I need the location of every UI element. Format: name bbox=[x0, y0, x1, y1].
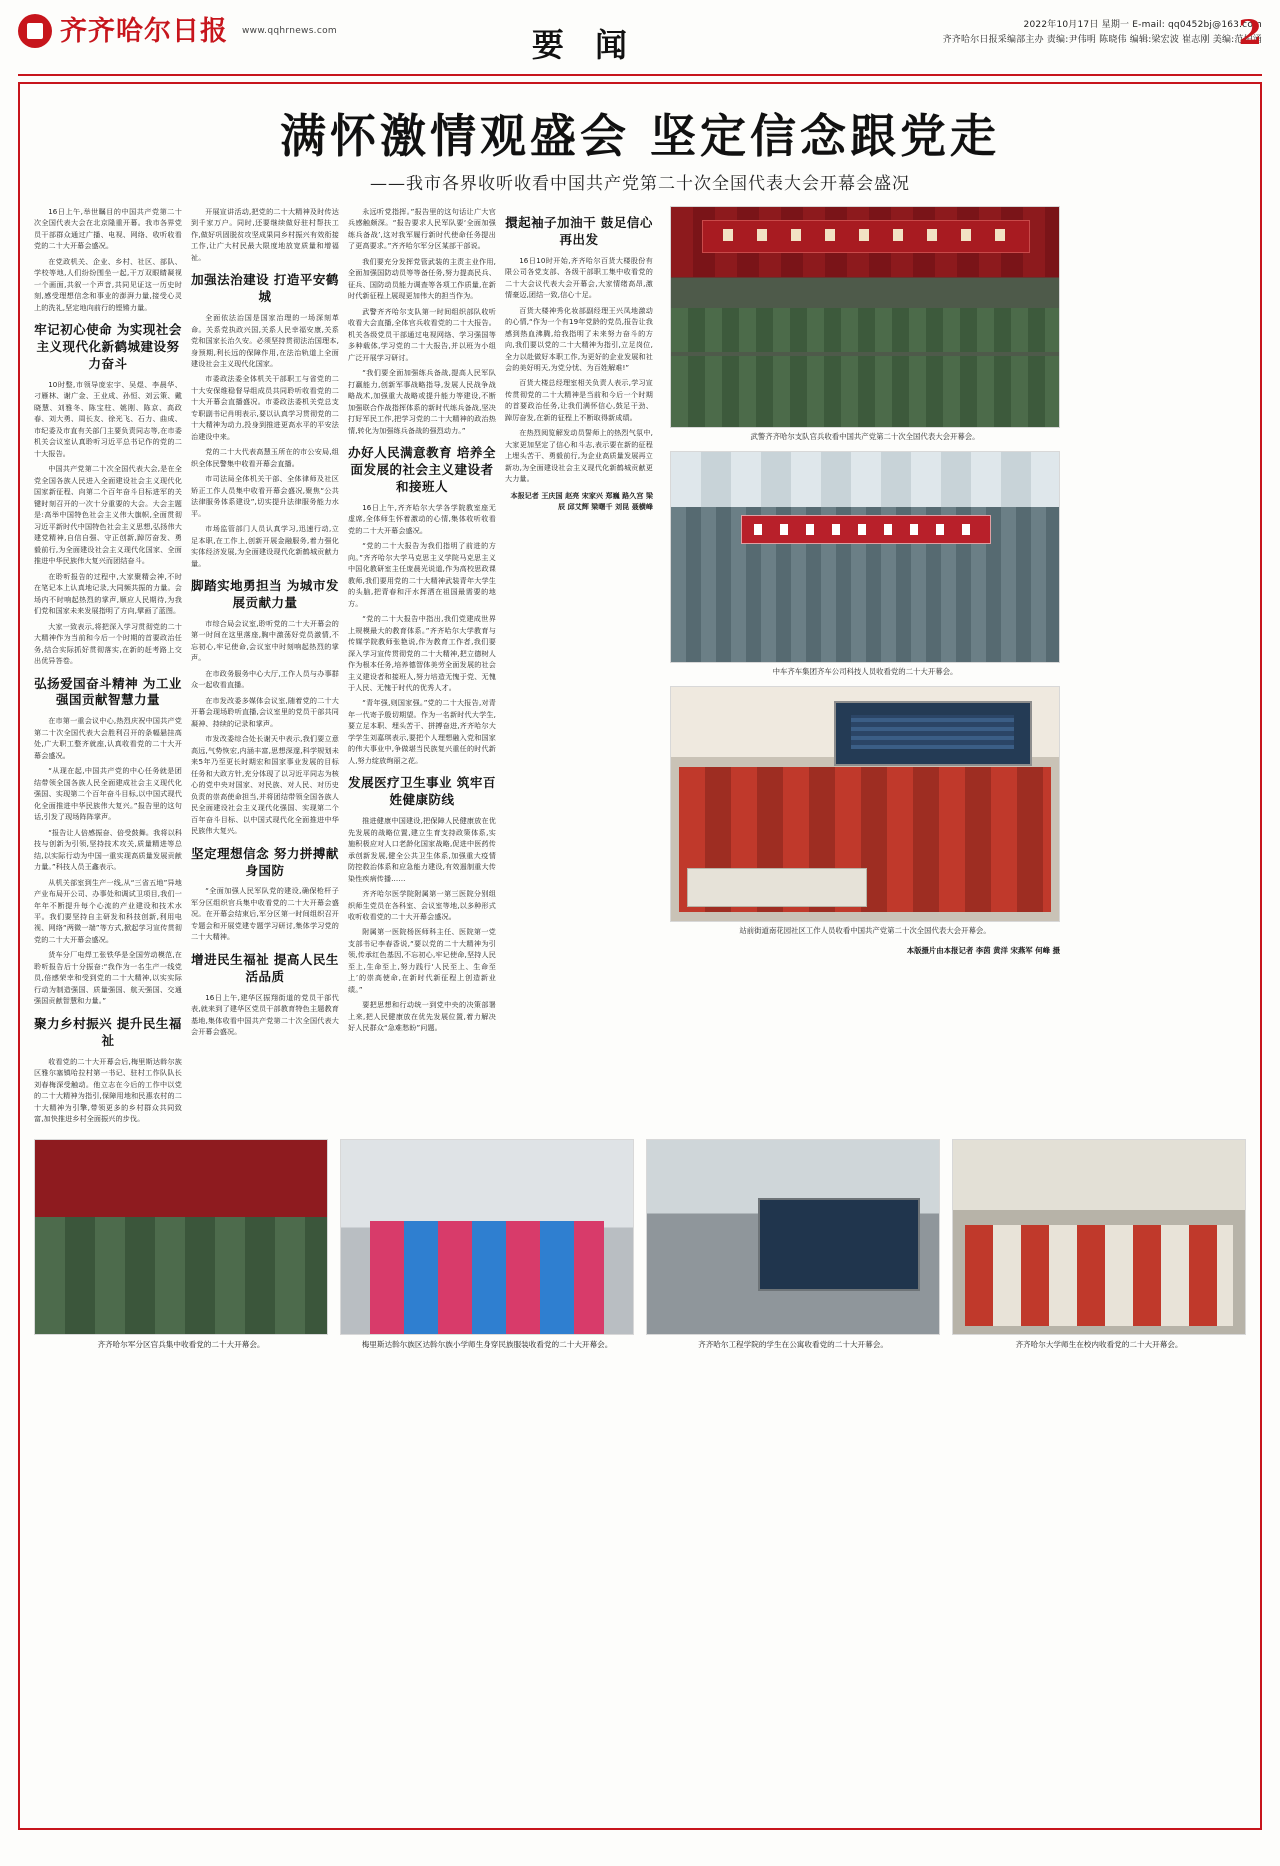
paragraph: 大家一致表示,将把深入学习贯彻党的二十大精神作为当前和今后一个时期的首要政治任务,结合实际抓好贯彻落实,在新的赶考路上交出优异答卷。 bbox=[34, 621, 182, 666]
seated-row bbox=[671, 356, 1059, 400]
paragraph: 市综合局会议室,聆听党的二十大开幕会的第一时间在这里落座,胸中激荡好党员激情,不忘初心,牢记使命,会议室中时刻响起热烈的掌声。 bbox=[191, 618, 339, 663]
paper-name: 齐齐哈尔日报 bbox=[60, 15, 228, 47]
paragraph: 在市第一重会议中心,热烈庆祝中国共产党第二十次全国代表大会胜利召开的条幅悬挂高处,广大职工整齐就座,认真收看党的二十大开幕会盛况。 bbox=[34, 716, 182, 760]
paragraph: “我们要全面加强练兵备战,提高人民军队打赢能力,创新军事战略指导,发展人民战争战略战术,加强重大战略或提升能力等建设,不断加强联合作战指挥体系的新时代练兵备战,坚决打好军民工作,把学习党的二十大精神的政治热情,转化为加强练兵备战的强烈动力。” bbox=[348, 368, 496, 435]
section-heading: 脚踏实地勇担当 为城市发展贡献力量 bbox=[191, 578, 339, 611]
page-title: 满怀激情观盛会 坚定信念跟党走 bbox=[279, 109, 1000, 163]
paragraph: 在党政机关、企业、乡村、社区、部队、学校等地,人们纷纷围坐一起,干万双眼睛凝视一个画面,共叙一个声音,共同见证这一历史时刻,感受理想信念和事业的澎湃力量,接受心灵上的洗礼,坚定地向前行的铿锵力量。 bbox=[34, 256, 182, 312]
section-heading: 加强法治建设 打造平安鹤城 bbox=[191, 272, 339, 305]
bottom-photo-strip bbox=[34, 1139, 1246, 1350]
paragraph: 永远听党指挥。”报告里的这句话让广大官兵感触颇深。“报告要求人民军队要‘全面加强练兵备战’,这对我军履行新时代使命任务提出了更高要求。”齐齐哈尔军分区某部干部说。 bbox=[348, 206, 496, 251]
photo-armed-police bbox=[670, 206, 1060, 428]
photo-credit: 本版摄片由本报记者 李茵 黄洋 宋燕军 何峰 摄 bbox=[906, 946, 1060, 956]
paragraph: 市发改委综合处长谢天中表示,我们要立意高远,气势恢宏,内涵丰富,思想深邃,科学规划未来5年乃至更长时期宏和国家事业发展的目标任务和大政方针,充分体现了以习近平同志为核心的党中央对国家、对民族、对人民、对历史负责的崇高使命担当,并将团结带领全国各族人民全面建设社会主义现代化强国、实现第二个百年奋斗目标、以中国式现代化全面推进中华民族伟大复兴。 bbox=[191, 734, 339, 836]
paragraph: 16日上午,举世瞩目的中国共产党第二十次全国代表大会在北京隆重开幕。我市各界党员干部群众通过广播、电视、网络、收听收看党的二十大开幕会盛况。 bbox=[34, 206, 182, 251]
page-number: 2 bbox=[1238, 13, 1262, 53]
section-heading: 聚力乡村振兴 提升民生福祉 bbox=[34, 1015, 182, 1048]
ceiling-decor bbox=[671, 452, 1059, 507]
paper-logo-icon bbox=[18, 14, 52, 48]
paragraph: 市委政法委全体机关干部职工与省党的二十大安保维稳督导组成员共同聆听收看党的二十大开幕会直播盛况。市委政法委机关党总支专职副书记肖明表示,要以认真学习贯彻党的二十大精神为动力,投身到推进更高水平的平安法治建设中来。 bbox=[191, 374, 339, 441]
article-credit: 本报记者 王庆国 赵亮 宋家兴 郑巍 路久宫 梁辰 邱艾辉 梁曙千 刘昆 聂横峰 bbox=[510, 490, 653, 512]
paragraph: 党的二十大代表高慧玉所在的市公安局,组织全体民警集中收看开幕会直播。 bbox=[191, 447, 339, 468]
photo-caption: 齐齐哈尔大学师生在校内收看党的二十大开幕会。 bbox=[1015, 1339, 1183, 1349]
paragraph: 从机关部室到生产一线,从“三省五地”异地产业布局开公司、办事处和调试卫项目,我们一年年不断提升每个心流的产业建设和技术水平。我们要坚持自主研发和科技创新,利用电视、网络“两微一端”等方式,掀起学习宣传贯彻党的二十大开幕会盛况。 bbox=[34, 877, 182, 944]
banner-decor bbox=[702, 220, 1030, 253]
seated-row bbox=[671, 396, 1059, 427]
paragraph: “全面加强人民军队党的建设,确保枪杆子军分区组织官兵集中收看党的二十大开幕会盛况。在开幕会结束后,军分区第一时间组织召开专题会和开展党建专题学习研讨,集体学习党的二十大精神。 bbox=[191, 886, 339, 942]
paragraph: 10时整,市领导庞宏宇、吴煜、李晨华、刁雁林、谢广金、王业成、孙恒、刘云策、戴晓慧、刘雅冬、陈宝柱、姚刚、陈京、高政春、刘大勇、周长友、徐光飞、石力、曲成、市纪委及市直有关部门主要负责同志等,在市委机关会议室认真聆听习近平总书记作的党的二十大报告。 bbox=[34, 379, 182, 458]
bottom-photo-cell bbox=[952, 1139, 1246, 1350]
desk-decor bbox=[687, 868, 867, 907]
photo-column bbox=[670, 206, 1060, 964]
seated-row bbox=[671, 308, 1059, 352]
photo-railway-company bbox=[670, 451, 1060, 663]
photo-caption: 梅里斯达斡尔族区达斡尔族小学师生身穿民族服装收看党的二十大开幕会。 bbox=[361, 1339, 613, 1349]
article-body bbox=[34, 206, 1246, 1129]
paragraph: 武警齐齐哈尔支队第一时间组织部队收听收看大会直播,全体官兵收看党的二十大报告。机关各级党员干部通过电视网络、学习强国等多种载体,学习党的二十大报告,并以班为小组广泛开展学习研讨。 bbox=[348, 306, 496, 362]
paragraph: 全面依法治国是国家治理的一场深刻革命。关系党执政兴国,关系人民幸福安康,关系党和国家长治久安。必须坚持贯彻法治国理本,身预期,利长远的保障作用,在法治轨道上全面建设社会主义现代化国家。 bbox=[191, 313, 339, 368]
masthead bbox=[18, 14, 1262, 72]
paragraph: “党的二十大报告为我们指明了前进的方向。”齐齐哈尔大学马克思主义学院马克思主义中国化教研室主任庞晨光说道,作为高校思政课教师,我们要用党的二十大精神武装青年大学生的头脑,把青春和汗水挥洒在祖国最需要的地方。 bbox=[348, 541, 496, 608]
text-column-2 bbox=[191, 206, 339, 1129]
photo-caption: 齐齐哈尔军分区官兵集中收看党的二十大开幕会。 bbox=[97, 1339, 265, 1349]
section-heading: 坚定理想信念 努力拼搏献身国防 bbox=[191, 845, 339, 878]
paragraph: 收看党的二十大开幕会后,梅里斯达斡尔族区雅尔塞镇哈拉村第一书记、驻村工作队队长刘春梅深受触动。他立志在今后的工作中以党的二十大精神为指引,保障用地和民惠农村的二十大精神为引擎,带领更多的乡村群众共同致富,加快推进乡村全面振兴的步伐。 bbox=[34, 1056, 182, 1124]
bottom-photo-cell bbox=[646, 1139, 940, 1350]
paragraph: 在热烈阅览解发动员誓师上的热烈气氛中,大家更加坚定了信心和斗志,表示要在新的征程上埋头苦干、勇毅前行,为企业高质量发展再立新功,为全面建设社会主义现代化新鹤城贡献更大力量。 bbox=[505, 428, 653, 484]
paragraph: 市司法局全体机关干部、全体律师及社区矫正工作人员集中收看开幕会盛况,聚焦“公共法律服务体系建设”,切实提升法律服务能力水平。 bbox=[191, 474, 339, 518]
paper-website[interactable]: www.qqhrnews.com bbox=[242, 26, 337, 36]
page-subtitle: ——我市各界收听收看中国共产党第二十次全国代表大会开幕会盛况 bbox=[370, 173, 910, 194]
paragraph: 附属第一医院杨医师科主任、医院第一党支部书记李春香说,“要以党的二十大精神为引领,传承红色基因,不忘初心,牢记使命,坚持人民至上,生命至上,努力践行‘人民至上、生命至上’的崇高使命,在新时代新征程上创造新业绩。” bbox=[348, 927, 496, 994]
paragraph: 百货大楼神秀化妆部副经理王兴凤地激动的心情,“作为一个有19年党龄的党员,报告让我感到热血沸腾,给我指明了未来努力奋斗的方向,我们要以党的二十大精神为指引,立足岗位,全力以赴做好本职工作,为更好的企业发展和社会的美好明天,为党分忧、为百姓解难!” bbox=[505, 305, 653, 372]
paragraph: 齐齐哈尔医学院附属第一第三医院分别组织师生党员在各科室、会议室等地,以多种形式收听收看党的二十大开幕会盛况。 bbox=[348, 889, 496, 921]
section-heading: 发展医疗卫生事业 筑牢百姓健康防线 bbox=[348, 775, 496, 808]
paragraph: “青年强,则国家强。”党的二十大报告,对青年一代寄予殷切期望。作为一名新时代大学生,要立足本职、埋头苦干、拼搏奋进,齐齐哈尔大学学生刘嘉琪表示,要把个人理想融入党和国家的伟大事业中,争做堪当民族复兴重任的时代新人,努力绽放绚丽之花。 bbox=[348, 698, 496, 765]
text-column-3 bbox=[348, 206, 496, 1129]
paragraph: 我们要充分发挥党管武装的主责主业作用,全面加强国防动员等等备任务,努力提高民兵、征兵、国防动员能力调查等各项工作质量,在新时代新征程上展现更加伟大的担当作为。 bbox=[348, 256, 496, 301]
photo-caption: 武警齐齐哈尔支队官兵收看中国共产党第二十次全国代表大会开幕会。 bbox=[750, 431, 980, 441]
paragraph: 开展宣讲活动,把党的二十大精神及时传达到千家万户。同时,还要继续做好驻村帮扶工作,做好巩固脱贫攻坚成果同乡村振兴有效衔接工作,让广大村民最大限度地放宽质量和增福祉。 bbox=[191, 206, 339, 262]
paragraph: 16日10时开始,齐齐哈尔百货大楼股份有限公司各党支部、各级干部职工集中收看党的二十大会议代表大会开幕会,大家情绪高昂,激情豪迈,团结一致,信心十足。 bbox=[505, 255, 653, 300]
paragraph: “党的二十大报告中指出,我们党建成世界上规模最大的教育体系。”齐齐哈尔大学教育与传媒学院教师张艳说,作为教育工作者,我们要深入学习宣传贯彻党的二十大精神,把立德树人作为根本任务,培养德智体美劳全面发展的社会主义建设者和接班人,努力培造无愧于党、无愧于人民、无愧于时代的优秀人才。 bbox=[348, 614, 496, 692]
text-columns bbox=[34, 206, 660, 1129]
masthead-info bbox=[832, 13, 1262, 53]
bottom-photo-cell bbox=[34, 1139, 328, 1350]
section-heading: 增进民生福祉 提高人民生活品质 bbox=[191, 951, 339, 984]
paragraph: 市场监管部门人员认真学习,迅速行动,立足本职,在工作上,创新开展金融服务,着力强化实体经济发展,为全面建设现代化新鹤城贡献力量。 bbox=[191, 524, 339, 568]
photo-caption: 中车齐车集团齐车公司科技人员收看党的二十大开幕会。 bbox=[772, 667, 958, 676]
text-column-1 bbox=[34, 206, 182, 1129]
photo-engineering-dorm bbox=[646, 1139, 940, 1335]
paragraph: 在市政务服务中心大厅,工作人员与办事群众一起收看直播。 bbox=[191, 668, 339, 690]
paragraph: 16日上午,建华区振翔街道的党员干部代表,就来到了建华区党员干部教育特色主题教育基地,集体收看中国共产党第二十次全国代表大会开幕会盛况。 bbox=[191, 992, 339, 1037]
photo-university-campus bbox=[952, 1139, 1246, 1335]
section-heading: 擐起袖子加油干 鼓足信心再出发 bbox=[505, 214, 653, 247]
paragraph: 百货大楼总经理室相关负责人表示,学习宣传贯彻党的二十大精神是当前和今后一个时期的首要政治任务,让我们满怀信心,鼓足干劲、踔厉奋发,在新的征程上不断取得新成绩。 bbox=[505, 378, 653, 422]
photo-daur-students bbox=[340, 1139, 634, 1335]
paragraph: “报告让人倍感振奋、倍受鼓舞。我将以科技与创新为引领,坚持技术攻关,质量精进等总结,以实际行动为中国一重实现高质量发展贡献力量。”科技人员王鑫表示。 bbox=[34, 827, 182, 872]
editor-credits-line: 齐齐哈尔日报采编部主办 责编:尹伟明 陈晓伟 编辑:梁宏波 崔志刚 美编:范柏涌 bbox=[942, 35, 1262, 46]
photo-garrison-officers bbox=[34, 1139, 328, 1335]
photo-caption: 站前街道南花园社区工作人员收看中国共产党第二十次全国代表大会开幕会。 bbox=[739, 926, 991, 936]
photo-community bbox=[670, 686, 1060, 922]
issue-info-line: 2022年10月17日 星期一 E-mail: qq0452bj@163.com bbox=[1023, 20, 1262, 30]
paragraph: 在聆听报告的过程中,大家聚精会神,不时在笔记本上认真地记录,大同频共振的力量。会场内不时响起热烈的掌声,顺应人民期待,为我们党和国家未来发展指明了方向,擘画了蓝图。 bbox=[34, 571, 182, 616]
paragraph: 货车分厂电焊工张铁华是全国劳动模范,在聆听报告后十分振奋:“我作为一名生产一线党员,倍感荣幸和受到党的二十大精神,以实实际行动为制造强国、质量强国、航天强国、交通强国贡献智慧和力量。” bbox=[34, 950, 182, 1006]
paragraph: “从现在起,中国共产党的中心任务就是团结带领全国各族人民全面建成社会主义现代化强国、实现第二个百年奋斗目标,以中国式现代化全面推进中华民族伟大复兴。”报告里的这句话,引发了现场阵阵掌声。 bbox=[34, 766, 182, 822]
section-heading: 牢记初心使命 为实现社会主义现代化新鹤城建设努力奋斗 bbox=[34, 322, 182, 371]
paragraph: 推进健康中国建设,把保障人民健康放在优先发展的战略位置,建立生育支持政策体系,实施积极应对人口老龄化国家战略,促进中医药传承创新发展,健全公共卫生体系,加强重大疫情防控救治体系和应急能力建设,有效遏制重大传染性疾病传播…… bbox=[348, 816, 496, 883]
section-heading: 办好人民满意教育 培养全面发展的社会主义建设者和接班人 bbox=[348, 445, 496, 494]
paragraph: 16日上午,齐齐哈尔大学各学院教室座无虚席,全体师生怀着激动的心情,集体收听收看党的二十大开幕会盛况。 bbox=[348, 502, 496, 535]
section-title: 要 闻 bbox=[531, 26, 638, 64]
photo-caption: 齐齐哈尔工程学院的学生在公寓收看党的二十大开幕会。 bbox=[698, 1339, 888, 1349]
article-frame bbox=[18, 82, 1262, 1830]
section-heading: 弘扬爱国奋斗精神 为工业强国贡献智慧力量 bbox=[34, 675, 182, 708]
paragraph: 要把思想和行动统一到党中央的决策部署上来,把人民健康放在优先发展位置,着力解决好人民群众“急难愁盼”问题。 bbox=[348, 1000, 496, 1033]
tv-screen-decor bbox=[834, 701, 1032, 766]
bottom-photo-cell bbox=[340, 1139, 634, 1350]
paragraph: 中国共产党第二十次全国代表大会,是在全党全国各族人民进入全面建设社会主义现代化国家新征程、向第二个百年奋斗目标进军的关键时刻召开的一次十分重要的大会。大会主题是:高举中国特色社会主义伟大旗帜,全面贯彻习近平新时代中国特色社会主义思想,弘扬伟大建党精神,自信自强、守正创新,踔厉奋发、勇毅前行,为全面建设社会主义现代化国家、全面推进中华民族伟大复兴而团结奋斗。 bbox=[34, 464, 182, 566]
masthead-brand bbox=[18, 14, 337, 48]
text-column-4 bbox=[505, 206, 653, 1129]
red-banner-decor bbox=[741, 515, 991, 544]
masthead-divider bbox=[18, 74, 1262, 76]
paragraph: 在市发改委多媒体会议室,随着党的二十大开幕会现场聆听直播,会议室里的党员干部共同凝神、持续的记录和掌声。 bbox=[191, 695, 339, 728]
